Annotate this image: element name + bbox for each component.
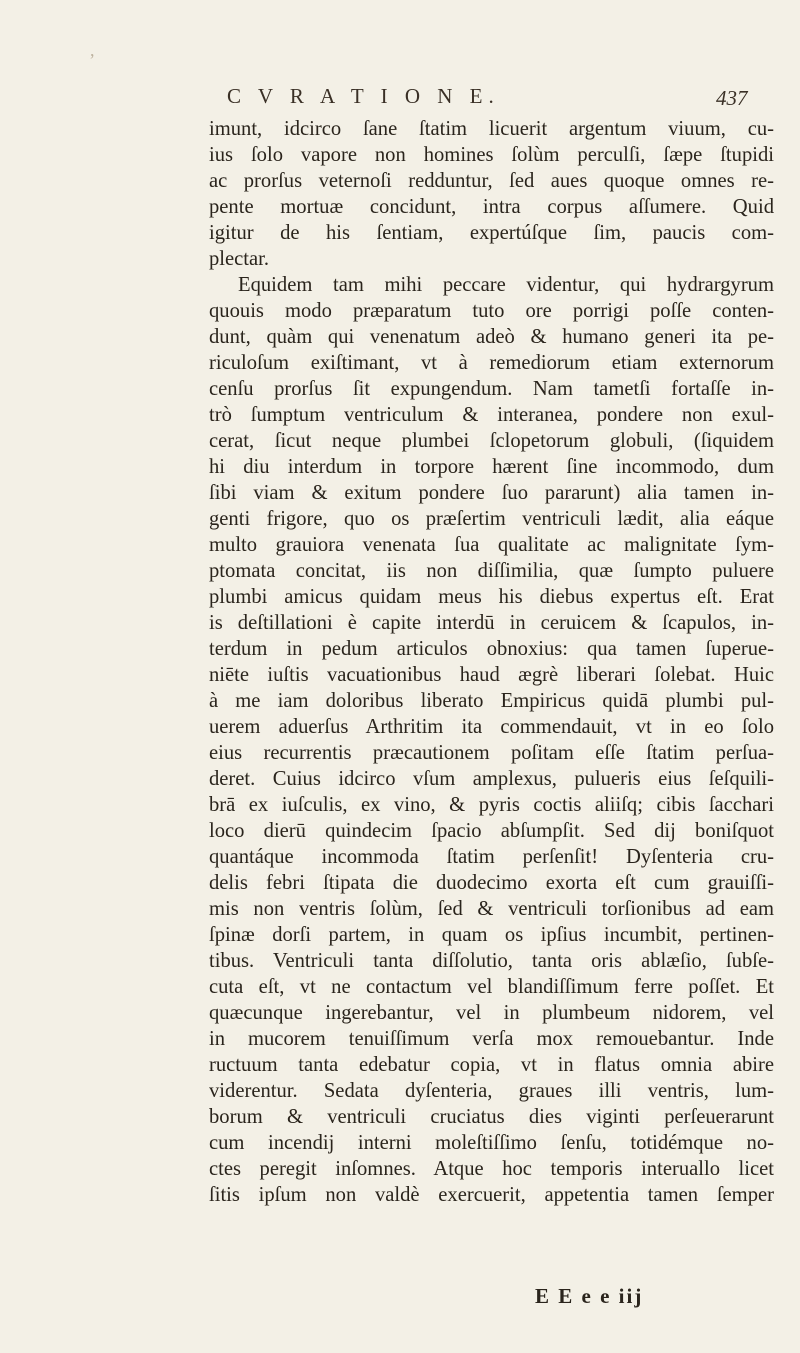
text-line: viderentur. Sedata dyſenteria, graues illi ventris, lum-: [209, 1080, 774, 1102]
text-line: igitur de his ſentiam, expertúſque ſim, paucis com-: [209, 222, 774, 244]
text-line: borum & ventriculi cruciatus dies viginti perſeuerarunt: [209, 1106, 774, 1128]
text-line: ac prorſus veternoſi redduntur, ſed aues quoque omnes re-: [209, 170, 774, 192]
text-line: cuta eſt, vt ne contactum vel blandiſſimum ferre poſſet. Et: [209, 976, 774, 998]
page-number: 437: [716, 86, 748, 110]
text-line: in mucorem tenuiſſimum verſa mox remouebantur. Inde: [209, 1028, 774, 1050]
ink-stain-mark: ,: [90, 40, 95, 60]
text-line: delis febri ſtipata die duodecimo exorta eſt cum grauiſſi-: [209, 872, 774, 894]
text-line: ructuum tanta edebatur copia, vt in flatus omnia abire: [209, 1054, 774, 1076]
text-line: imunt, idcirco ſane ſtatim licuerit argentum viuum, cu-: [209, 118, 774, 140]
text-line: dunt, quàm qui venenatum adeò & humano generi ita pe-: [209, 326, 774, 348]
text-line: brā ex iuſculis, ex vino, & pyris coctis aliiſq; cibis ſacchari: [209, 794, 774, 816]
running-title: C V R A T I O N E.: [227, 84, 500, 108]
running-head: [0, 84, 800, 114]
text-line: ſibi viam & exitum pondere ſuo pararunt) alia tamen in-: [209, 482, 774, 504]
text-line: plumbi amicus quidam meus his diebus expertus eſt. Erat: [209, 586, 774, 608]
text-line: is deſtillationi è capite interdū in ceruicem & ſcapulos, in-: [209, 612, 774, 634]
text-line: ptomata concitat, iis non diſſimilia, quæ ſumpto puluere: [209, 560, 774, 582]
text-line: loco dierū quindecim ſpacio abſumpſit. Sed dij boniſquot: [209, 820, 774, 842]
text-line: deret. Cuius idcirco vſum amplexus, pulueris eius ſeſquili-: [209, 768, 774, 790]
text-line: tibus. Ventriculi tanta diſſolutio, tanta oris ablæſio, ſubſe-: [209, 950, 774, 972]
text-line: quouis modo præparatum tuto ore porrigi poſſe conten-: [209, 300, 774, 322]
text-line: riculoſum exiſtimant, vt à remediorum etiam externorum: [209, 352, 774, 374]
text-line: ctes peregit inſomnes. Atque hoc temporis interuallo licet: [209, 1158, 774, 1180]
text-line: niēte iuſtis vacuationibus haud ægrè liberari ſolebat. Huic: [209, 664, 774, 686]
paragraph-first-line: Equidem tam mihi peccare videntur, qui hydrargyrum: [238, 274, 774, 296]
text-line: uerem aduerſus Arthritim ita commendauit, vt in eo ſolo: [209, 716, 774, 738]
text-line: pente mortuæ concidunt, intra corpus aſſumere. Quid: [209, 196, 774, 218]
text-line: trò ſumptum ventriculum & interanea, pondere non exul-: [209, 404, 774, 426]
text-line: mis non ventris ſolùm, ſed & ventriculi torſionibus ad eam: [209, 898, 774, 920]
text-line: terdum in pedum articulos obnoxius: qua tamen ſuperue-: [209, 638, 774, 660]
text-line: à me iam doloribus liberato Empiricus quidā plumbi pul-: [209, 690, 774, 712]
text-line: ſitis ipſum non valdè exercuerit, appetentia tamen ſemper: [209, 1184, 774, 1206]
text-line: cenſu prorſus ſit expungendum. Nam tametſi fortaſſe in-: [209, 378, 774, 400]
text-line: plectar.: [209, 248, 270, 270]
signature-mark: E E e e iij: [535, 1284, 644, 1308]
text-line: eius recurrentis præcautionem poſitam eſſe ſtatim perſua-: [209, 742, 774, 764]
text-line: ſpinæ dorſi partem, in quam os ipſius incumbit, pertinen-: [209, 924, 774, 946]
text-line: multo grauiora venenata ſua qualitate ac malignitate ſym-: [209, 534, 774, 556]
text-line: ius ſolo vapore non homines ſolùm perculſi, ſæpe ſtupidi: [209, 144, 774, 166]
text-line: genti frigore, quo os præſertim ventriculi lædit, alia eáque: [209, 508, 774, 530]
text-line: quæcunque ingerebantur, vel in plumbeum nidorem, vel: [209, 1002, 774, 1024]
text-line: cerat, ſicut neque plumbei ſclopetorum globuli, (ſiquidem: [209, 430, 774, 452]
text-line: cum incendij interni moleſtiſſimo ſenſu, totidémque no-: [209, 1132, 774, 1154]
text-line: quantáque incommoda ſtatim perſenſit! Dyſenteria cru-: [209, 846, 774, 868]
text-line: hi diu interdum in torpore hærent ſine incommodo, dum: [209, 456, 774, 478]
